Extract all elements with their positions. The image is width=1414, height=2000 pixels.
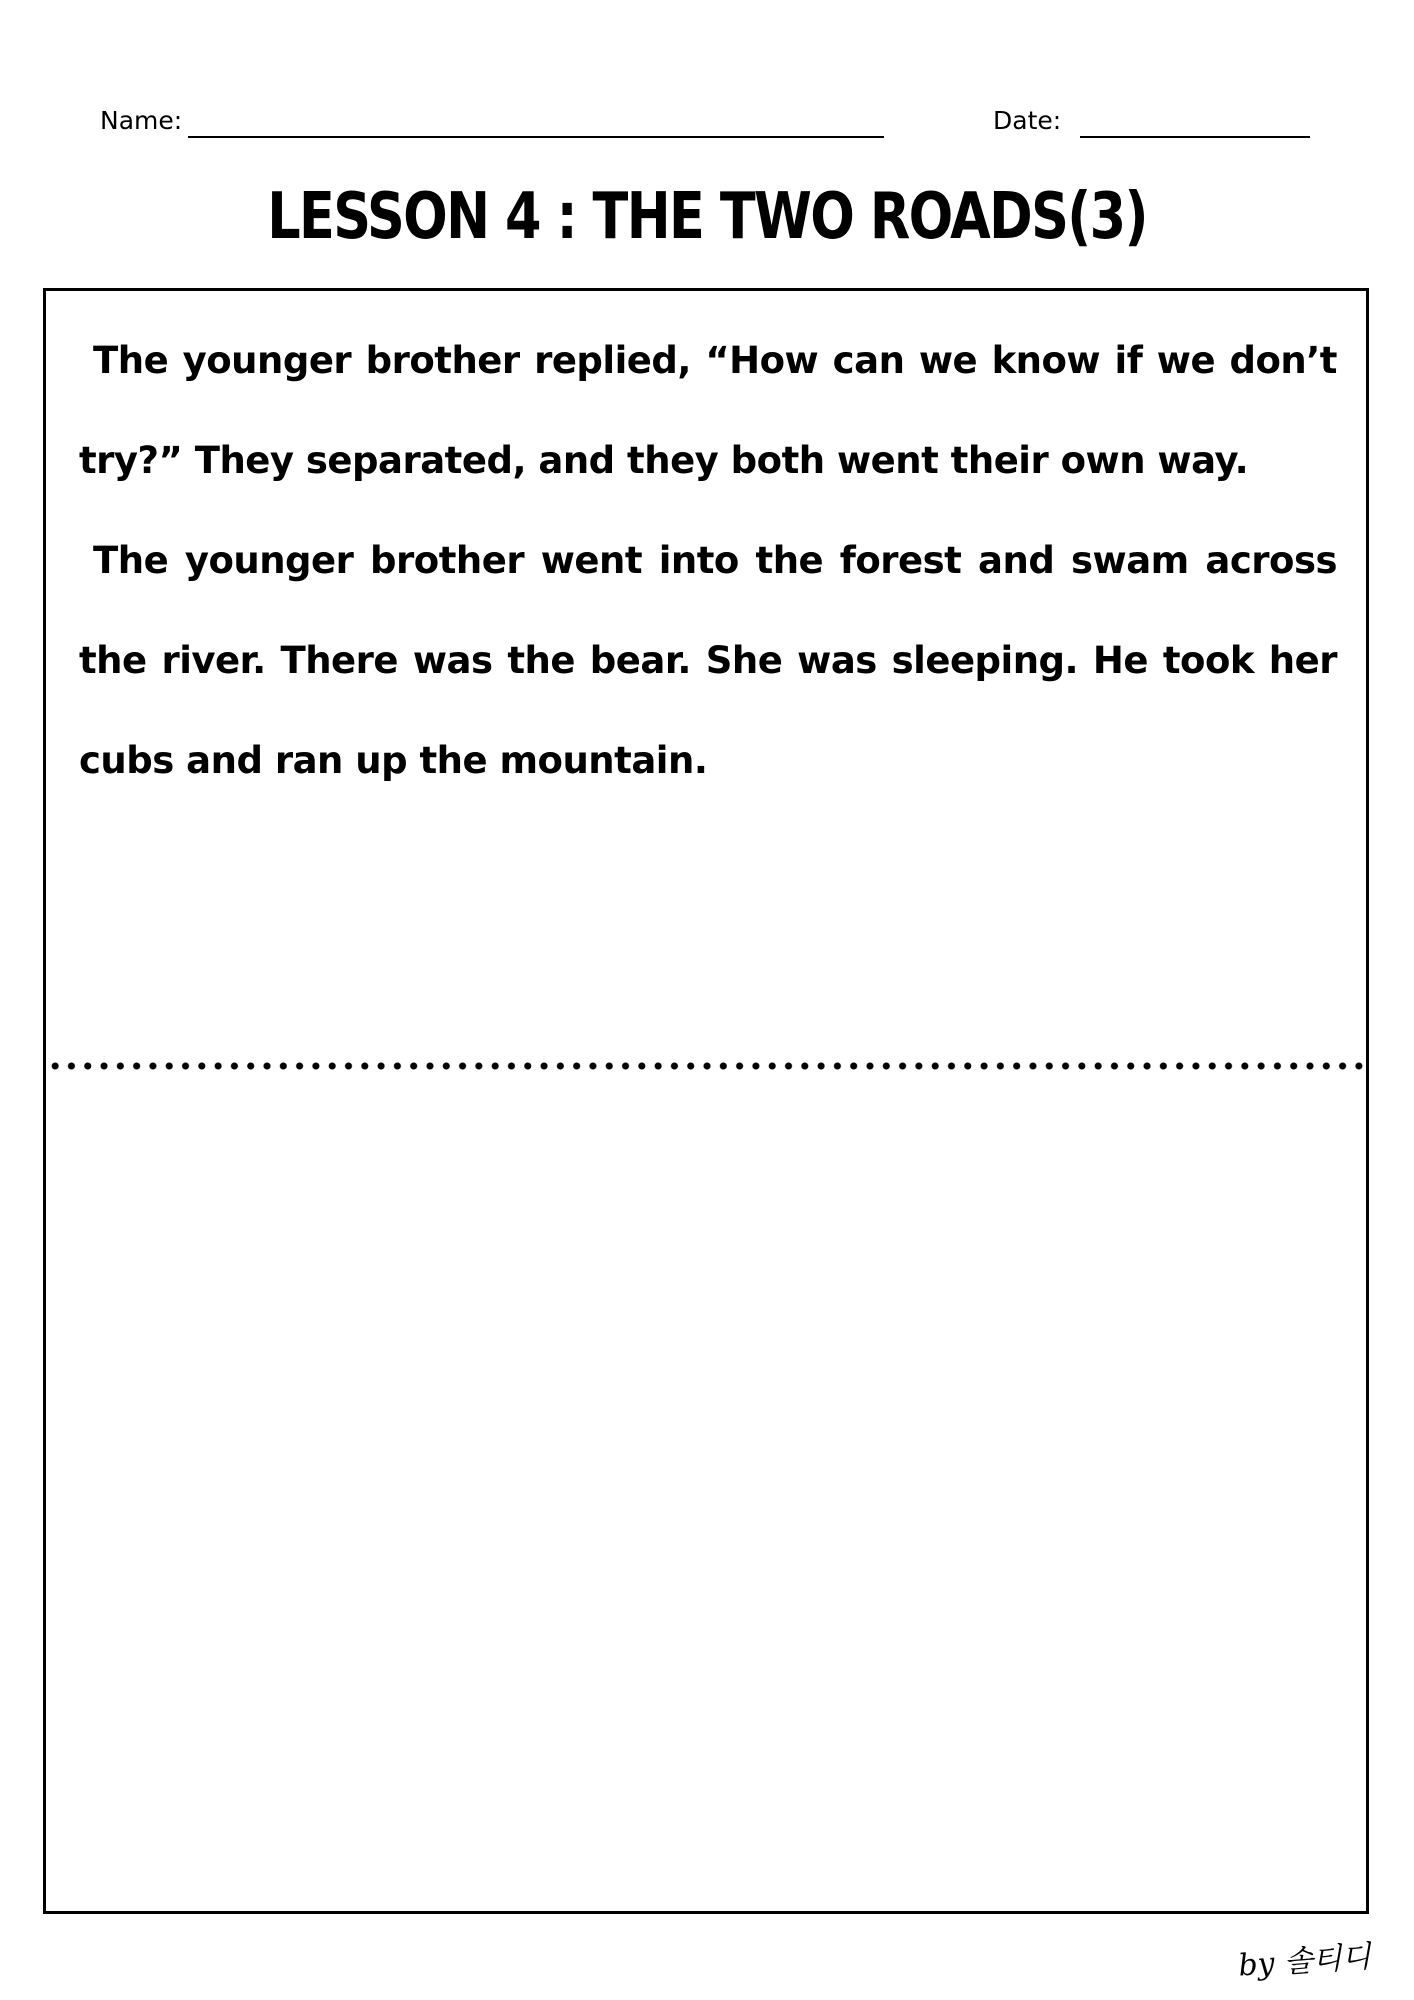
lesson-title: LESSON 4 : THE TWO ROADS(3) [267,180,1147,254]
date-field-line[interactable] [1080,136,1310,138]
reading-passage [79,311,1337,811]
worksheet-frame [43,288,1369,1914]
name-label: Name: [100,106,183,135]
name-field-line[interactable] [188,136,884,138]
header-row [100,100,1320,144]
passage-paragraph-2: The younger brother went into the forest and swam across the river. There was the bear. She was sleeping. He took her cubs and ran up the mountain. [79,539,1337,782]
passage-paragraph-1: The younger brother replied, “How can we know if we don’t try?” They separated, and they both went their own way. [79,339,1337,482]
author-signature: by 솔티디 [1237,1939,1372,1984]
date-label: Date: [993,106,1062,135]
dotted-divider [43,1061,1369,1071]
